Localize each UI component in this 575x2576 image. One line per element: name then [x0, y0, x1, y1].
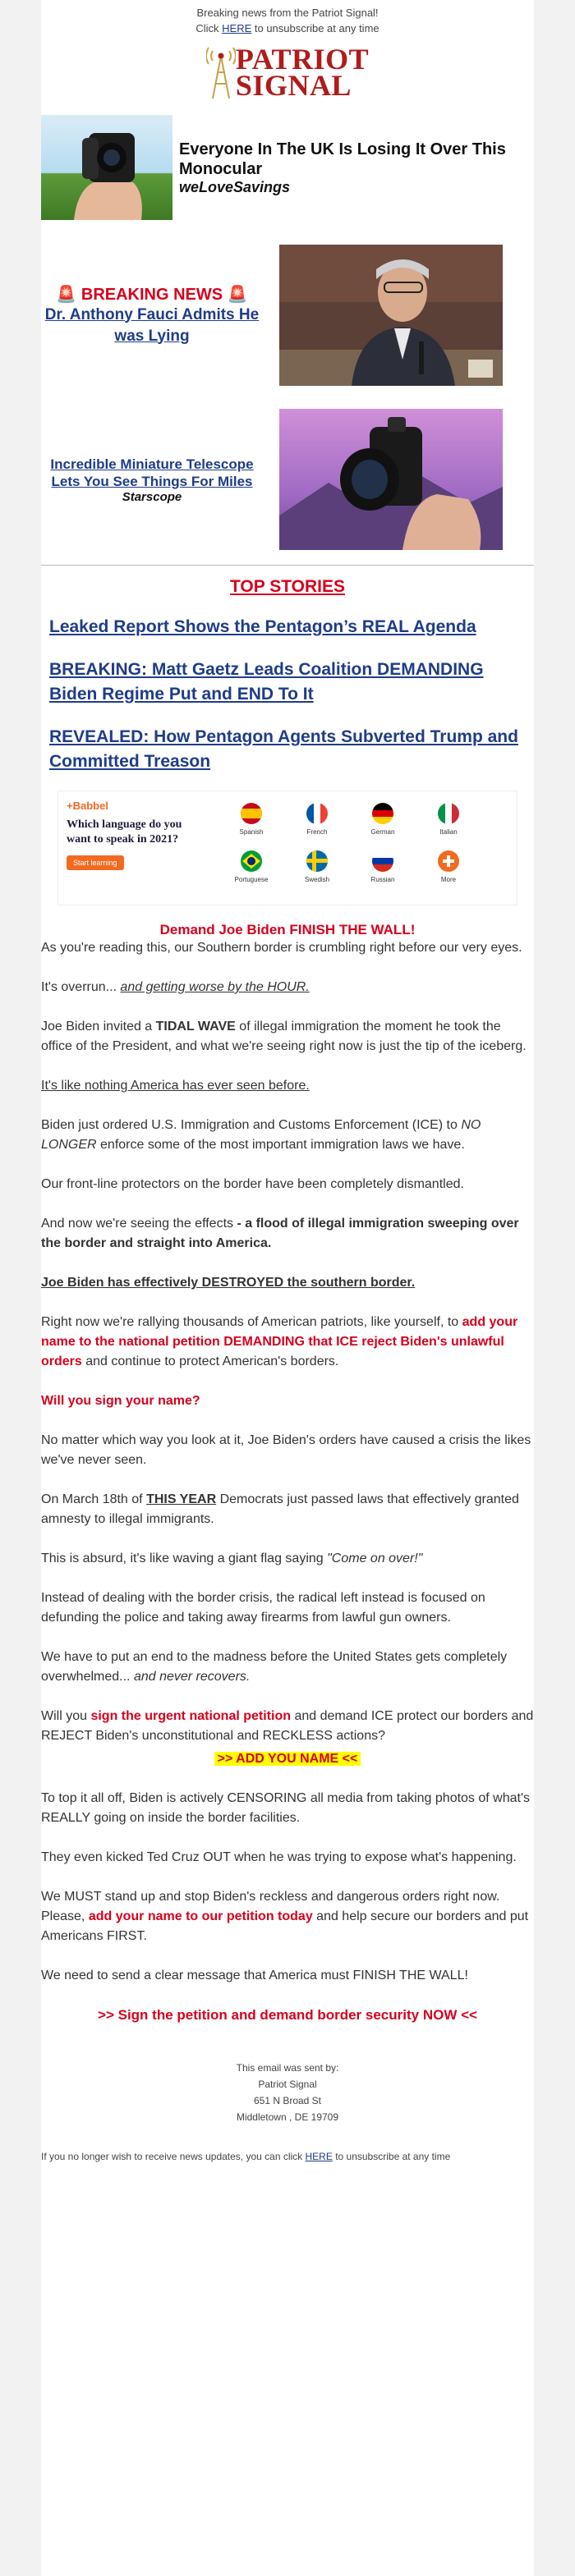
story-link[interactable]: REVEALED: How Pentagon Agents Subverted Trump and Committed Treason: [49, 727, 518, 771]
language-label: German: [370, 828, 395, 836]
text: Right now we're rallying thousands of American patriots, like yourself, to: [41, 1315, 462, 1329]
text: It's overrun...: [41, 980, 121, 994]
emphasis-text: "Come on over!": [327, 1552, 423, 1565]
siren-icon: 🚨: [227, 285, 248, 304]
preheader-unsubscribe-line: [41, 21, 534, 36]
footer-note-suffix: to unsubscribe at any time: [332, 2151, 451, 2162]
bold-text: THIS YEAR: [146, 1492, 217, 1506]
paragraph: [41, 1313, 534, 1372]
brand-wordmark: [235, 43, 370, 102]
text: This is absurd, it's like waving a giant flag saying: [41, 1552, 328, 1565]
text: and help secure our borders and put Americans FIRST.: [41, 1909, 529, 1943]
language-label: More: [440, 876, 457, 883]
preheader-line: Breaking news from the Patriot Signal!: [196, 7, 379, 19]
monocular-image[interactable]: [41, 115, 172, 220]
monocular-source: weLoveSavings: [179, 178, 291, 195]
germany-flag-icon: [372, 803, 393, 824]
language-label: Portuguese: [234, 876, 269, 883]
paragraph: Instead of dealing with the border crisis, the radical left instead is focused on defunding the police and taking away firearms from lawful gun owners.: [41, 1591, 485, 1625]
brazil-flag-icon: [241, 850, 262, 872]
text: We have to put an end to the madness before the United States gets completely overwhelmed...: [41, 1650, 508, 1684]
top-stories-list: [41, 615, 534, 774]
sign-petition-link[interactable]: >> Sign the petition and demand border security NOW <<: [98, 2007, 477, 2023]
language-russian[interactable]: [354, 850, 412, 883]
text: Joe Biden invited a: [41, 1020, 156, 1034]
footer-address-line-1: 651 N Broad St: [253, 2095, 322, 2106]
telescope-ad-text[interactable]: [41, 456, 263, 504]
bold-text: - a flood of illegal immigration sweeping over the border and straight into America.: [41, 1217, 519, 1250]
unsubscribe-link-top[interactable]: HERE: [222, 22, 252, 34]
email-body: [41, 0, 534, 2576]
paragraph: [41, 978, 534, 997]
story-link[interactable]: Leaked Report Shows the Pentagon’s REAL Agenda: [49, 617, 476, 636]
red-bold-text: add your name to our petition today: [88, 1909, 313, 1923]
babbel-ad-banner[interactable]: [58, 791, 518, 905]
breaking-news-text[interactable]: [41, 284, 263, 347]
spain-flag-icon: [241, 803, 262, 824]
telescope-image[interactable]: [279, 409, 503, 550]
telescope-source: Starscope: [122, 489, 182, 504]
article-title: Demand Joe Biden FINISH THE WALL!: [159, 922, 416, 937]
story-item[interactable]: [49, 725, 526, 774]
ad-telescope[interactable]: [41, 409, 534, 550]
language-label: Spanish: [239, 828, 264, 836]
siren-icon: 🚨: [56, 285, 77, 304]
radio-tower-icon: [206, 44, 236, 100]
text: enforce some of the most important immigration laws we have.: [96, 1138, 465, 1152]
paragraph: As you're reading this, our Southern border is crumbling right before our very eyes.: [41, 941, 522, 955]
babbel-question-1: Which language do you: [67, 818, 182, 831]
text: Will you: [41, 1709, 91, 1723]
russia-flag-icon: [372, 850, 393, 872]
babbel-question-2: want to speak in 2021?: [67, 833, 179, 846]
paragraph: [41, 1549, 534, 1569]
bold-text: TIDAL WAVE: [155, 1020, 236, 1034]
divider: [41, 565, 534, 566]
story-item[interactable]: [49, 615, 526, 639]
monocular-ad-text[interactable]: [179, 140, 534, 196]
add-name-cta[interactable]: [41, 1749, 534, 1769]
language-italian[interactable]: [420, 803, 477, 836]
text: And now we're seeing the effects: [41, 1217, 237, 1231]
preheader: [41, 0, 534, 36]
paragraph: It's like nothing America has ever seen before.: [41, 1079, 310, 1093]
language-label: French: [306, 828, 328, 836]
language-spanish[interactable]: [223, 803, 280, 836]
paragraph: No matter which way you look at it, Joe Biden's orders have caused a crisis the likes we've never seen.: [41, 1433, 531, 1467]
italy-flag-icon: [438, 803, 459, 824]
emphasis-text: and getting worse by the HOUR.: [120, 980, 310, 994]
brand-line-2: SIGNAL: [235, 69, 352, 102]
telescope-headline[interactable]: Incredible Miniature Telescope Lets You See Things For Miles: [50, 456, 254, 489]
paragraph: [41, 1116, 534, 1155]
text: Biden just ordered U.S. Immigration and Customs Enforcement (ICE) to: [41, 1118, 462, 1132]
text: We MUST stand up and stop Biden's reckless and dangerous orders right now. Please,: [41, 1890, 500, 1923]
unsubscribe-link-bottom[interactable]: HERE: [305, 2151, 333, 2162]
story-link[interactable]: BREAKING: Matt Gaetz Leads Coalition DEMANDING Biden Regime Put and END To It: [49, 660, 484, 704]
paragraph: [41, 1648, 534, 1687]
language-label: Italian: [439, 828, 458, 836]
paragraph: We need to send a clear message that America must FINISH THE WALL!: [41, 1969, 468, 1982]
preheader-text: Click: [196, 22, 223, 34]
footer-address: [41, 2060, 534, 2125]
language-swedish[interactable]: [288, 850, 346, 883]
fauci-photo[interactable]: [279, 245, 503, 386]
language-french[interactable]: [288, 803, 346, 836]
paragraph: To top it all off, Biden is actively CENSORING all media from taking photos of what's REALLY going on inside the border facilities.: [41, 1791, 531, 1825]
breaking-headline-link[interactable]: [41, 305, 263, 347]
story-item[interactable]: [49, 658, 526, 707]
add-name-button[interactable]: >> ADD YOU NAME <<: [214, 1752, 361, 1766]
red-bold-text: sign the urgent national petition: [90, 1709, 291, 1723]
ad-breaking-news[interactable]: [41, 245, 534, 386]
sweden-flag-icon: [306, 850, 328, 872]
paragraph: [41, 1017, 534, 1057]
emphasis-text: NO LONGER: [41, 1118, 481, 1152]
text: of illegal immigration the moment he took the office of the President, and what we're seeing right now is just the tip of the iceberg.: [41, 1020, 527, 1053]
plus-icon: [438, 850, 459, 872]
babbel-question: [67, 818, 182, 847]
footer-note-text: If you no longer wish to receive news updates, you can click: [41, 2151, 306, 2162]
ad-monocular[interactable]: [41, 115, 534, 220]
brand-line-1: PATRIOT: [235, 43, 370, 76]
paragraph: Will you sign your name?: [41, 1394, 200, 1408]
article-body: [41, 938, 534, 2025]
language-label: Swedish: [304, 876, 330, 883]
text: Democrats just passed laws that effectively granted amnesty to illegal immigrants.: [41, 1492, 519, 1526]
france-flag-icon: [306, 803, 328, 824]
babbel-logo: +Babbel: [67, 800, 108, 812]
paragraph: [41, 1490, 534, 1529]
text: On March 18th of: [41, 1492, 147, 1506]
footer-org: Patriot Signal: [258, 2079, 317, 2090]
paragraph: [41, 1707, 534, 1746]
emphasis-text: and never recovers.: [133, 1670, 251, 1684]
language-more[interactable]: [420, 850, 477, 883]
preheader-text-suffix: to unsubscribe at any time: [251, 22, 380, 34]
paragraph: [41, 1214, 534, 1254]
text: and continue to protect American's borders.: [81, 1354, 339, 1368]
paragraph: Joe Biden has effectively DESTROYED the southern border.: [41, 1276, 416, 1290]
language-german[interactable]: [354, 803, 412, 836]
language-portuguese[interactable]: [223, 850, 280, 883]
footer-unsubscribe-note: [41, 2125, 534, 2165]
text: and demand ICE protect our borders and REJECT Biden's unconstitutional and RECKLESS actions?: [41, 1709, 534, 1743]
breaking-headline[interactable]: Dr. Anthony Fauci Admits He was Lying: [44, 305, 260, 345]
breaking-label-text: BREAKING NEWS: [80, 285, 223, 304]
paragraph: [41, 1887, 534, 1946]
paragraph: Our front-line protectors on the border have been completely dismantled.: [41, 1177, 464, 1191]
language-label: Russian: [370, 876, 395, 883]
brand-logo[interactable]: [41, 44, 534, 100]
breaking-news-label: [41, 284, 263, 305]
red-bold-text: add your name to the national petition DEMANDING that ICE reject Biden's unlawful orders: [41, 1315, 518, 1368]
monocular-headline[interactable]: Everyone In The UK Is Losing It Over This Monocular: [179, 140, 506, 178]
paragraph: They even kicked Ted Cruz OUT when he was trying to expose what's happening.: [41, 1850, 517, 1864]
babbel-start-button[interactable]: Start learning: [67, 855, 124, 870]
footer-sent-by: This email was sent by:: [236, 2062, 339, 2074]
babbel-language-grid: [223, 803, 502, 901]
footer-address-line-2: Middletown , DE 19709: [236, 2111, 339, 2123]
top-stories-heading: TOP STORIES: [229, 577, 346, 596]
